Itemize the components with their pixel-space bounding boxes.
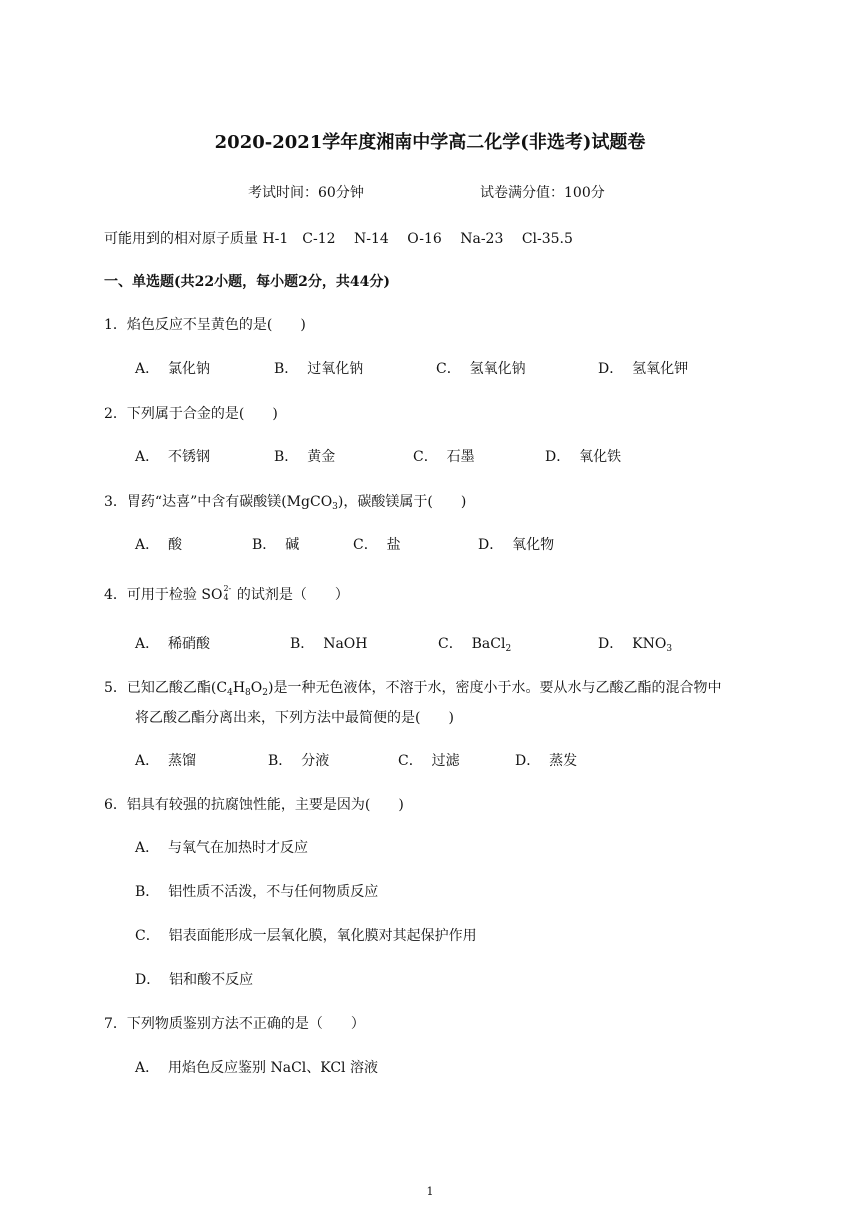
exam-time: 考试时间：60分钟 bbox=[248, 185, 364, 201]
full-score: 试卷满分值：100分 bbox=[480, 185, 605, 201]
question-stem-continued: 将乙酸乙酯分离出来，下列方法中最简便的是( ) bbox=[135, 710, 454, 726]
option: D． $KNO_3$ bbox=[598, 636, 673, 654]
page-number: 1 bbox=[426, 1185, 434, 1198]
question-stem: 4．可用于检验 SO 2- 4 的试剂是（ ） bbox=[104, 584, 349, 603]
question-stem: 1．焰色反应不呈黄色的是( ) bbox=[104, 317, 306, 333]
option: A． 与氧气在加热时才反应 bbox=[135, 840, 309, 856]
option: C． 石墨 bbox=[413, 449, 475, 465]
option: B． 黄金 bbox=[274, 449, 336, 465]
question-stem: 3．胃药“达喜”中含有碳酸镁(MgCO$_3$)，碳酸镁属于( ) bbox=[104, 494, 467, 512]
atomic-masses: 可能用到的相对原子质量 H-1 C-12 N-14 O-16 Na-23 Cl-35.5 bbox=[104, 231, 573, 247]
option: C． 过滤 bbox=[398, 753, 460, 769]
option: B． 过氧化钠 bbox=[274, 361, 364, 377]
option: B． 铝性质不活泼，不与任何物质反应 bbox=[135, 884, 379, 900]
sulfate-ion-charge: 2- 4 bbox=[223, 584, 232, 602]
option: D． 氧化铁 bbox=[545, 449, 622, 465]
question-stem: 6．铝具有较强的抗腐蚀性能，主要是因为( ) bbox=[104, 797, 404, 813]
option: A． 氯化钠 bbox=[135, 361, 211, 377]
option: C． 铝表面能形成一层氧化膜，氧化膜对其起保护作用 bbox=[135, 928, 477, 944]
option: A． 蒸馏 bbox=[135, 753, 197, 769]
section-heading: 一、单选题(共22小题，每小题2分，共44分) bbox=[104, 274, 390, 290]
option: D． 氢氧化钾 bbox=[598, 361, 689, 377]
option: A． 用焰色反应鉴别 NaCl、KCl 溶液 bbox=[135, 1060, 378, 1076]
option: C． BaCl$_2$ bbox=[438, 636, 512, 654]
exam-title: 2020-2021学年度湘南中学高二化学(非选考)试题卷 bbox=[214, 132, 646, 153]
option: A． 不锈钢 bbox=[135, 449, 211, 465]
option: D． 氧化物 bbox=[478, 537, 555, 553]
option: B． NaOH bbox=[290, 636, 368, 652]
question-stem: 2．下列属于合金的是( ) bbox=[104, 406, 278, 422]
option: A． 稀硝酸 bbox=[135, 636, 211, 652]
option: D． 蒸发 bbox=[515, 753, 578, 769]
question-stem: 7．下列物质鉴别方法不正确的是（ ） bbox=[104, 1016, 365, 1032]
option: D． 铝和酸不反应 bbox=[135, 972, 254, 988]
option: B． 碱 bbox=[252, 537, 300, 553]
question-stem: 5．已知乙酸乙酯$(C_4H_8O_2)$是一种无色液体，不溶于水，密度小于水。要从水与乙酸乙酯的混合物中 bbox=[104, 680, 722, 698]
option: C． 盐 bbox=[353, 537, 401, 553]
option: C． 氢氧化钠 bbox=[436, 361, 526, 377]
option: A． 酸 bbox=[135, 537, 183, 553]
option: B． 分液 bbox=[268, 753, 330, 769]
